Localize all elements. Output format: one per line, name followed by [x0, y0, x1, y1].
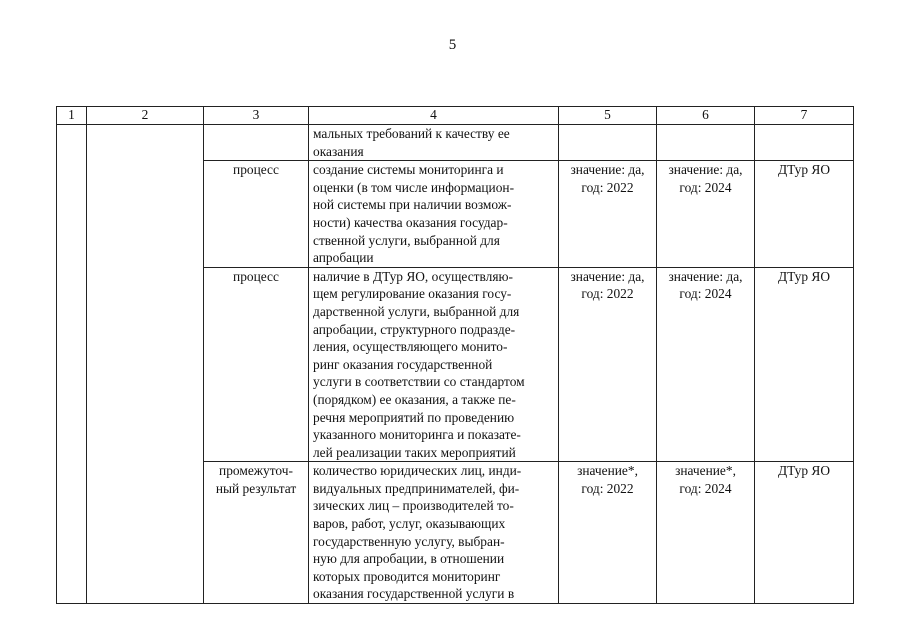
cell-value-end: значение: да, год: 2024 — [657, 161, 755, 268]
column-header-2: 2 — [87, 107, 204, 125]
cell-type: промежуточ- ный результат — [204, 462, 309, 604]
column-header-4: 4 — [309, 107, 559, 125]
cell-value-end: значение: да, год: 2024 — [657, 267, 755, 462]
column-header-1: 1 — [57, 107, 87, 125]
cell-type — [204, 125, 309, 161]
header-row — [57, 107, 854, 125]
table-row — [57, 125, 854, 161]
cell-goal-merged — [87, 125, 204, 604]
indicators-table — [56, 106, 854, 604]
cell-type: процесс — [204, 267, 309, 462]
cell-responsible: ДТур ЯО — [755, 161, 854, 268]
cell-description: наличие в ДТур ЯО, осуществляю- щем регулирование оказания госу- дарственной услуги, выбранной для апробации, структурного подразде- ления, осуществляющего монито- ринг оказания государственной услуги в соответствии со стандартом (порядком) ее оказания, а также пе- речня мероприятий по проведению указанного мониторинга и показате- лей реализации таких мероприятий — [309, 267, 559, 462]
cell-description: создание системы мониторинга и оценки (в том числе информацион- ной системы при наличии возмож- ности) качества оказания государ- ственной услуги, выбранной для апробации — [309, 161, 559, 268]
cell-value-start — [559, 125, 657, 161]
cell-responsible: ДТур ЯО — [755, 267, 854, 462]
cell-number-merged — [57, 125, 87, 604]
column-header-7: 7 — [755, 107, 854, 125]
cell-value-start: значение: да, год: 2022 — [559, 267, 657, 462]
page-number: 5 — [448, 37, 457, 53]
column-header-6: 6 — [657, 107, 755, 125]
cell-value-end: значение*, год: 2024 — [657, 462, 755, 604]
cell-description: мальных требований к качеству ее оказания — [309, 125, 559, 161]
column-header-5: 5 — [559, 107, 657, 125]
cell-type: процесс — [204, 161, 309, 268]
cell-value-end — [657, 125, 755, 161]
cell-description: количество юридических лиц, инди- видуальных предпринимателей, фи- зических лиц – производителей то- варов, работ, услуг, оказывающих государственную услугу, выбран- ную для апробации, в отношении которых проводится мониторинг оказания государственной услуги в — [309, 462, 559, 604]
cell-responsible: ДТур ЯО — [755, 462, 854, 604]
cell-value-start: значение: да, год: 2022 — [559, 161, 657, 268]
column-header-3: 3 — [204, 107, 309, 125]
cell-value-start: значение*, год: 2022 — [559, 462, 657, 604]
cell-responsible — [755, 125, 854, 161]
